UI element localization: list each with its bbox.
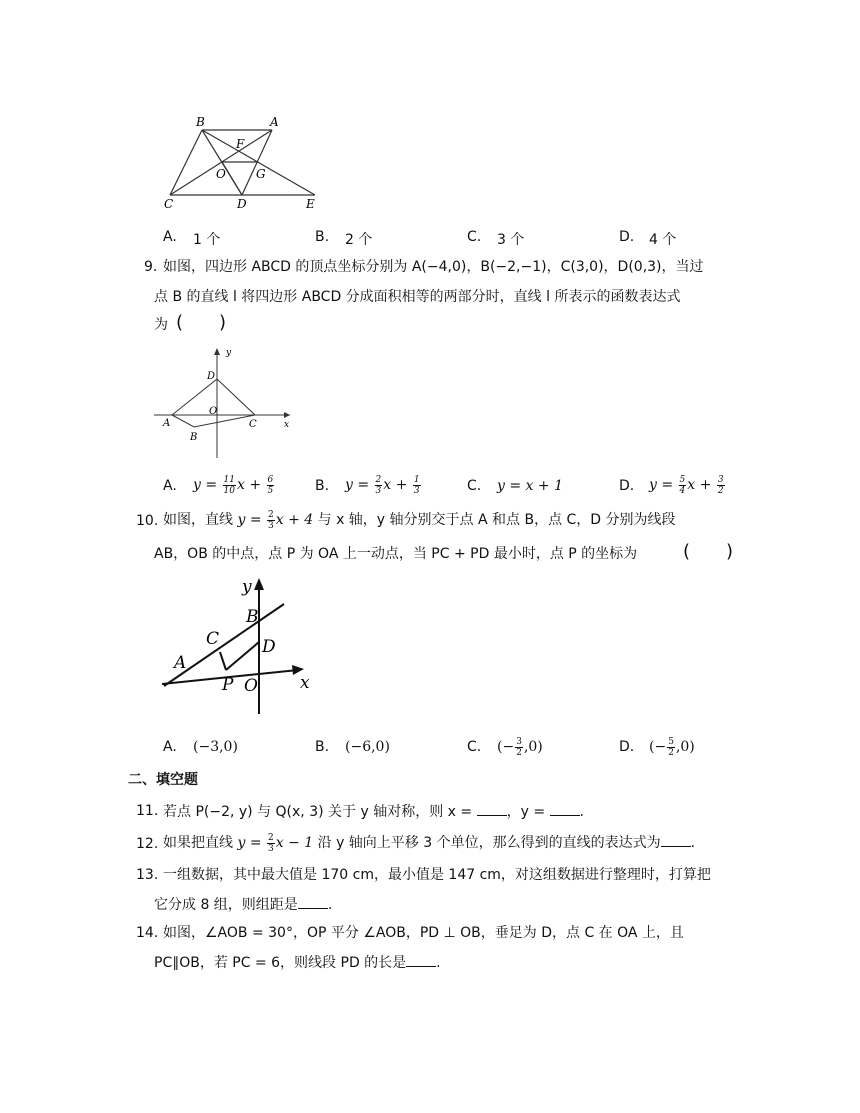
q8-option-c[interactable]: 3 个: [497, 232, 525, 248]
q9-answer-paren[interactable]: ( ): [176, 312, 227, 333]
fraction: [267, 510, 275, 531]
q8-option-d[interactable]: 4 个: [649, 232, 677, 248]
label-A: A: [270, 115, 279, 129]
q10-number: 10.: [136, 513, 159, 529]
label-A: A: [174, 653, 187, 673]
q14-line2-b: .: [436, 955, 441, 971]
q14-line1: 如图，∠AOB = 30°，OP 平分 ∠AOB，PD ⊥ OB，垂足为 D，点 C 在 OA 上，且: [163, 925, 684, 941]
label-F: F: [236, 137, 245, 151]
q10-option-d[interactable]: [649, 733, 695, 761]
q9-line3: 为: [154, 317, 168, 333]
q10-option-c-post: ,0): [523, 739, 543, 755]
label-D: D: [207, 371, 216, 382]
q12-blank[interactable]: [661, 832, 691, 847]
label-D: D: [262, 637, 276, 657]
fraction: [679, 475, 687, 496]
denominator: 2: [668, 747, 674, 758]
q9-number: 9.: [144, 259, 158, 275]
q11-number: 11.: [136, 803, 159, 819]
q14-blank[interactable]: [406, 952, 436, 967]
q9-option-d-mid: x +: [687, 477, 712, 493]
q10-option-c[interactable]: [497, 733, 543, 761]
q14-line2-a: PC∥OB，若 PC = 6，则线段 PD 的长是: [154, 955, 407, 971]
q12-text-c: x − 1: [275, 835, 314, 851]
fraction: [375, 475, 383, 496]
q10-option-d-pre: (−: [649, 739, 667, 755]
numerator: 1: [413, 474, 420, 485]
label-O: O: [244, 676, 258, 696]
q10-line1-a: 如图，直线: [163, 512, 233, 528]
q13-line2: [154, 894, 332, 915]
q13-blank[interactable]: [298, 894, 328, 909]
q12-text-a: 如果把直线: [163, 835, 233, 851]
q12-text-f: .: [690, 835, 696, 851]
label-O: O: [216, 167, 226, 181]
fraction: [223, 475, 236, 496]
q10-line1-d: 与 x 轴，y 轴分别交于点 A 和点 B，点 C，D 分别为线段: [317, 512, 676, 528]
q9-option-b[interactable]: [345, 472, 422, 498]
q10-option-b-key: B.: [315, 739, 330, 755]
q8-option-c-key: C.: [467, 229, 482, 245]
figure-q9: [150, 342, 300, 462]
numerator: 6: [267, 474, 274, 485]
q10-answer-paren[interactable]: ( ): [683, 541, 734, 562]
q13-line1: 一组数据，其中最大值是 170 cm，最小值是 147 cm，对这组数据进行整理时，打算把: [163, 867, 711, 883]
q8-option-b[interactable]: 2 个: [345, 232, 373, 248]
q8-option-a-key: A.: [163, 229, 177, 245]
axis-y-label: y: [226, 348, 232, 358]
q10-option-c-key: C.: [467, 739, 482, 755]
q12-text-e: 沿 y 轴向上平移 3 个单位，那么得到的直线的表达式为: [317, 835, 661, 851]
q11-blank-x[interactable]: [477, 801, 507, 816]
numerator: 3: [717, 474, 724, 485]
denominator: 5: [267, 485, 274, 496]
label-D: D: [237, 197, 247, 211]
q10-line2: AB，OB 的中点，点 P 为 OA 上一动点，当 PC + PD 最小时，点 P 的坐标为: [154, 546, 638, 562]
q8-option-b-key: B.: [315, 229, 330, 245]
q9-option-a[interactable]: [193, 472, 275, 498]
q10-line1-c: x + 4: [275, 512, 314, 528]
axis-x-label: x: [300, 673, 310, 693]
label-E: E: [306, 197, 315, 211]
denominator: 3: [268, 520, 274, 531]
q13-number: 13.: [136, 867, 159, 883]
label-B: B: [246, 607, 259, 627]
q9-option-d-pre: y =: [649, 477, 674, 493]
q9-option-b-pre: y =: [345, 477, 370, 493]
fraction: [413, 475, 421, 496]
fraction: [717, 475, 725, 496]
q8-option-d-key: D.: [619, 229, 635, 245]
axis-x-label: x: [284, 420, 290, 430]
label-B: B: [190, 432, 198, 443]
numerator: 3: [516, 736, 522, 747]
q12-number: 12.: [136, 836, 159, 852]
denominator: 10: [223, 485, 235, 496]
label-C: C: [249, 419, 257, 430]
numerator: 5: [679, 474, 686, 485]
q10-option-a-key: A.: [163, 739, 177, 755]
q9-option-c-key: C.: [467, 478, 482, 494]
q9-option-b-key: B.: [315, 478, 330, 494]
q9-option-d[interactable]: [649, 472, 726, 498]
q9-option-c[interactable]: y = x + 1: [497, 478, 563, 494]
q10-option-c-pre: (−: [497, 739, 515, 755]
q8-option-a[interactable]: 1 个: [193, 232, 221, 248]
q10-option-d-key: D.: [619, 739, 635, 755]
denominator: 3: [268, 843, 274, 854]
fraction: [667, 737, 675, 758]
q12-text-b: y =: [237, 835, 262, 851]
numerator: 2: [375, 474, 382, 485]
q10-line1-b: y =: [237, 512, 262, 528]
q14-line2: [154, 952, 441, 973]
q11-text-b: ，y =: [506, 804, 546, 820]
figure-q8: [160, 112, 330, 212]
q9-option-b-mid: x +: [383, 477, 408, 493]
numerator: 5: [668, 736, 674, 747]
q9-option-a-pre: y =: [193, 477, 218, 493]
numerator: 2: [268, 509, 274, 520]
q9-option-d-key: D.: [619, 478, 635, 494]
q10-option-b[interactable]: (−6,0): [345, 739, 390, 755]
numerator: 11: [223, 474, 235, 485]
label-C: C: [164, 197, 174, 211]
label-O: O: [209, 406, 218, 417]
label-B: B: [196, 115, 205, 129]
q13-line2-b: .: [327, 897, 333, 913]
q11-text-c: .: [579, 804, 584, 820]
q14-number: 14.: [136, 925, 159, 941]
section-heading: 二、填空题: [128, 772, 198, 788]
denominator: 4: [679, 485, 686, 496]
axis-y-label: y: [242, 577, 252, 597]
q9-option-a-mid: x +: [237, 477, 262, 493]
denominator: 3: [375, 485, 382, 496]
fraction: [267, 475, 275, 496]
numerator: 2: [268, 832, 274, 843]
denominator: 2: [717, 485, 724, 496]
q10-option-d-post: ,0): [675, 739, 695, 755]
q10-line1: [163, 505, 676, 535]
q9-option-a-key: A.: [163, 478, 177, 494]
label-C: C: [206, 629, 220, 649]
q12-text: [163, 828, 695, 858]
q10-option-a[interactable]: (−3,0): [193, 739, 238, 755]
figure-q10: [158, 574, 318, 720]
q13-line2-a: 它分成 8 组，则组距是: [154, 897, 298, 913]
q11-blank-y[interactable]: [550, 801, 580, 816]
q9-line1: 如图，四边形 ABCD 的顶点坐标分别为 A(−4,0)，B(−2,−1)，C(3,0)，D(0,3)，当过: [163, 259, 704, 275]
denominator: 2: [516, 747, 522, 758]
q9-line2: 点 B 的直线 l 将四边形 ABCD 分成面积相等的两部分时，直线 l 所表示的函数表达式: [154, 289, 681, 305]
label-A: A: [163, 418, 171, 429]
fraction: [267, 833, 275, 854]
label-P: P: [222, 675, 234, 695]
label-G: G: [256, 167, 266, 181]
denominator: 3: [413, 485, 420, 496]
q11-text: [163, 801, 584, 822]
fraction: [515, 737, 523, 758]
q11-text-a: 若点 P(−2, y) 与 Q(x, 3) 关于 y 轴对称，则 x =: [163, 804, 473, 820]
